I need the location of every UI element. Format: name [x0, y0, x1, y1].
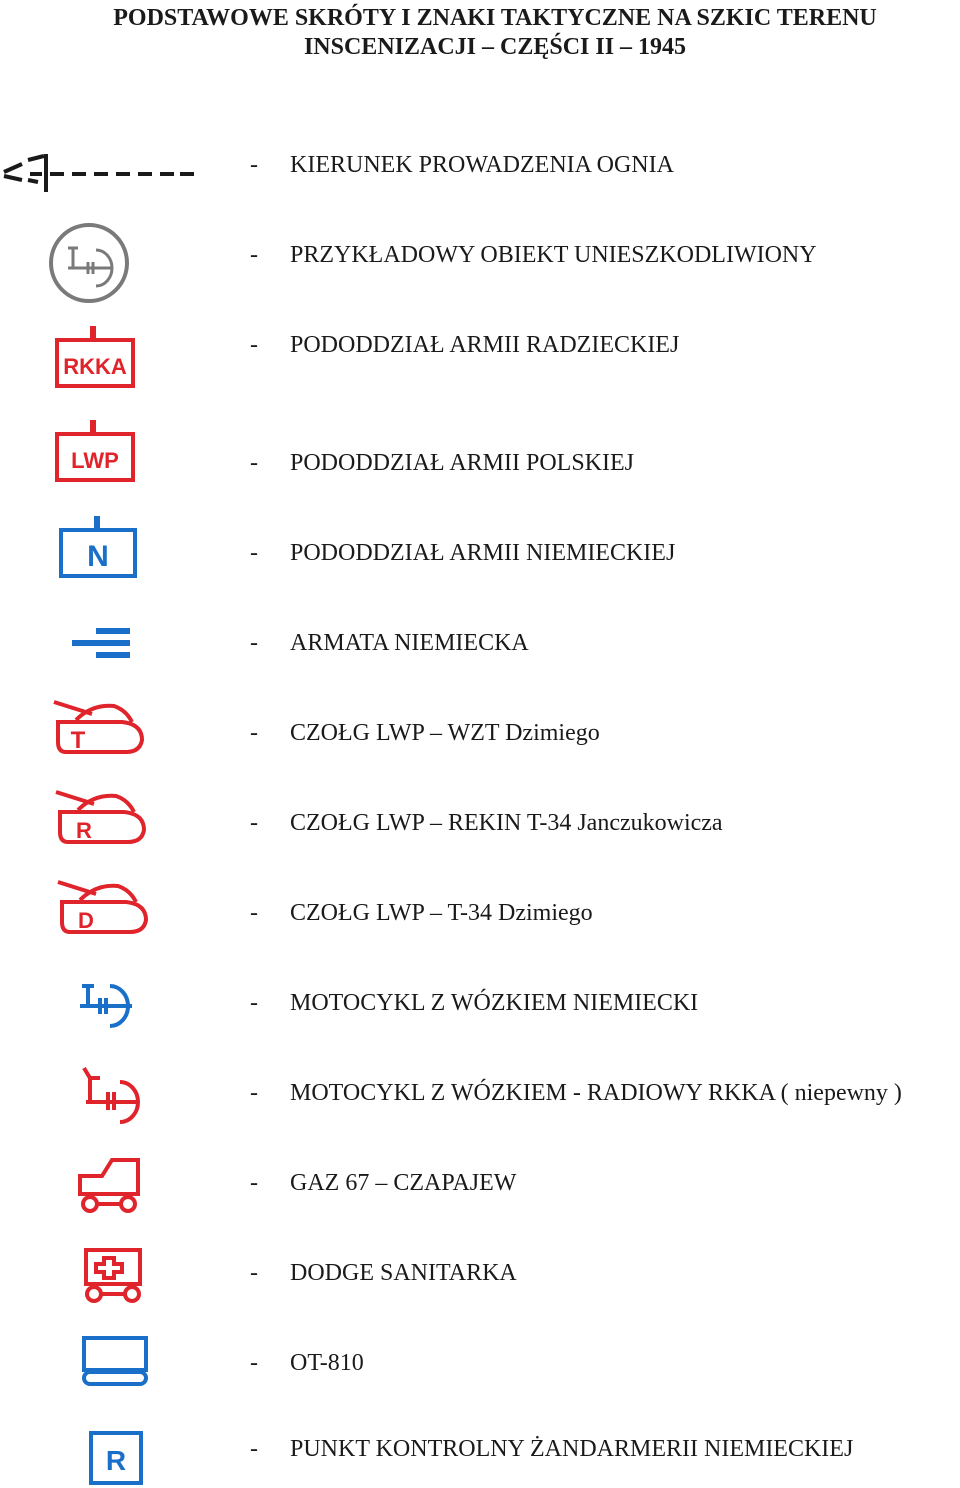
legend-row-soviet-unit	[0, 322, 960, 382]
german-motorcycle-sidecar-icon	[76, 980, 136, 1030]
military-police-checkpoint-icon	[88, 1430, 144, 1486]
legend-row-tank-r	[0, 800, 960, 860]
soviet-unit-icon-text: RKKA	[63, 354, 127, 379]
tank-d-icon-text: D	[78, 908, 94, 933]
ot810-vehicle-icon	[80, 1334, 152, 1390]
legend-dash: -	[250, 990, 258, 1016]
legend-dash: -	[250, 152, 258, 178]
legend-row-german-motorcycle	[0, 980, 960, 1040]
title-line-2: INSCENIZACJI – CZĘŚCI II – 1945	[303, 34, 687, 60]
page-title	[0, 4, 960, 62]
legend-label: MOTOCYKL Z WÓZKIEM - RADIOWY RKKA ( niepewny )	[290, 1080, 902, 1106]
soviet-unit-icon	[54, 324, 138, 390]
legend-label: KIERUNEK PROWADZENIA OGNIA	[290, 152, 674, 178]
legend-row-radio-motorcycle	[0, 1070, 960, 1130]
polish-unit-icon	[54, 418, 138, 484]
german-cannon-icon	[70, 626, 134, 660]
legend-label: CZOŁG LWP – T-34 Dzimiego	[290, 900, 593, 926]
legend-row-dodge-ambulance	[0, 1250, 960, 1310]
legend-label: PODODDZIAŁ ARMII RADZIECKIEJ	[290, 332, 680, 358]
legend-dash: -	[250, 1080, 258, 1106]
tank-r-icon-text: R	[76, 818, 92, 843]
legend-dash: -	[250, 1170, 258, 1196]
legend-dash: -	[250, 810, 258, 836]
legend-dash: -	[250, 540, 258, 566]
legend-row-german-cannon	[0, 620, 960, 680]
legend-row-polish-unit	[0, 440, 960, 500]
radio-motorcycle-sidecar-icon	[80, 1064, 146, 1124]
legend-label: CZOŁG LWP – WZT Dzimiego	[290, 720, 600, 746]
legend-row-tank-d	[0, 890, 960, 950]
dodge-ambulance-icon	[82, 1246, 148, 1306]
gaz67-vehicle-icon	[76, 1156, 142, 1216]
polish-unit-icon-text: LWP	[71, 448, 119, 473]
tank-t-icon	[52, 696, 148, 758]
legend-label: PODODDZIAŁ ARMII NIEMIECKIEJ	[290, 540, 676, 566]
legend-row-neutralized-object	[0, 230, 960, 290]
tank-t-icon-text: T	[70, 727, 86, 754]
tank-r-icon	[54, 786, 150, 848]
legend-label: ARMATA NIEMIECKA	[290, 630, 529, 656]
legend-label: PODODDZIAŁ ARMII POLSKIEJ	[290, 450, 635, 476]
legend-row-tank-t	[0, 710, 960, 770]
legend-dash: -	[250, 630, 258, 656]
legend-dash: -	[250, 720, 258, 746]
german-unit-icon-text: N	[87, 540, 109, 573]
legend-label: DODGE SANITARKA	[290, 1260, 517, 1286]
legend-dash: -	[250, 1260, 258, 1286]
legend-label: GAZ 67 – CZAPAJEW	[290, 1170, 517, 1196]
neutralized-object-icon	[46, 220, 132, 306]
legend-row-mp-checkpoint	[0, 1428, 960, 1488]
german-unit-icon	[58, 514, 142, 580]
checkpoint-icon-text: R	[105, 1445, 127, 1476]
legend-dash: -	[250, 900, 258, 926]
legend-row-german-unit	[0, 530, 960, 590]
legend-dash: -	[250, 1436, 258, 1462]
legend-label: PUNKT KONTROLNY ŻANDARMERII NIEMIECKIEJ	[290, 1436, 854, 1462]
fire-direction-arrow-icon	[0, 146, 200, 196]
legend-dash: -	[250, 1350, 258, 1376]
legend-label: OT-810	[290, 1350, 364, 1376]
legend-label: MOTOCYKL Z WÓZKIEM NIEMIECKI	[290, 990, 699, 1016]
legend-row-gaz67	[0, 1160, 960, 1220]
legend-row-fire-direction	[0, 142, 960, 202]
legend-dash: -	[250, 242, 258, 268]
legend-dash: -	[250, 332, 258, 358]
legend-label: PRZYKŁADOWY OBIEKT UNIESZKODLIWIONY	[290, 242, 817, 268]
title-line-1: PODSTAWOWE SKRÓTY I ZNAKI TAKTYCZNE NA SZKIC TERENU	[113, 5, 877, 31]
legend-dash: -	[250, 450, 258, 476]
legend-row-ot810	[0, 1340, 960, 1400]
legend-label: CZOŁG LWP – REKIN T-34 Janczukowicza	[290, 810, 723, 836]
tank-d-icon	[56, 876, 152, 938]
